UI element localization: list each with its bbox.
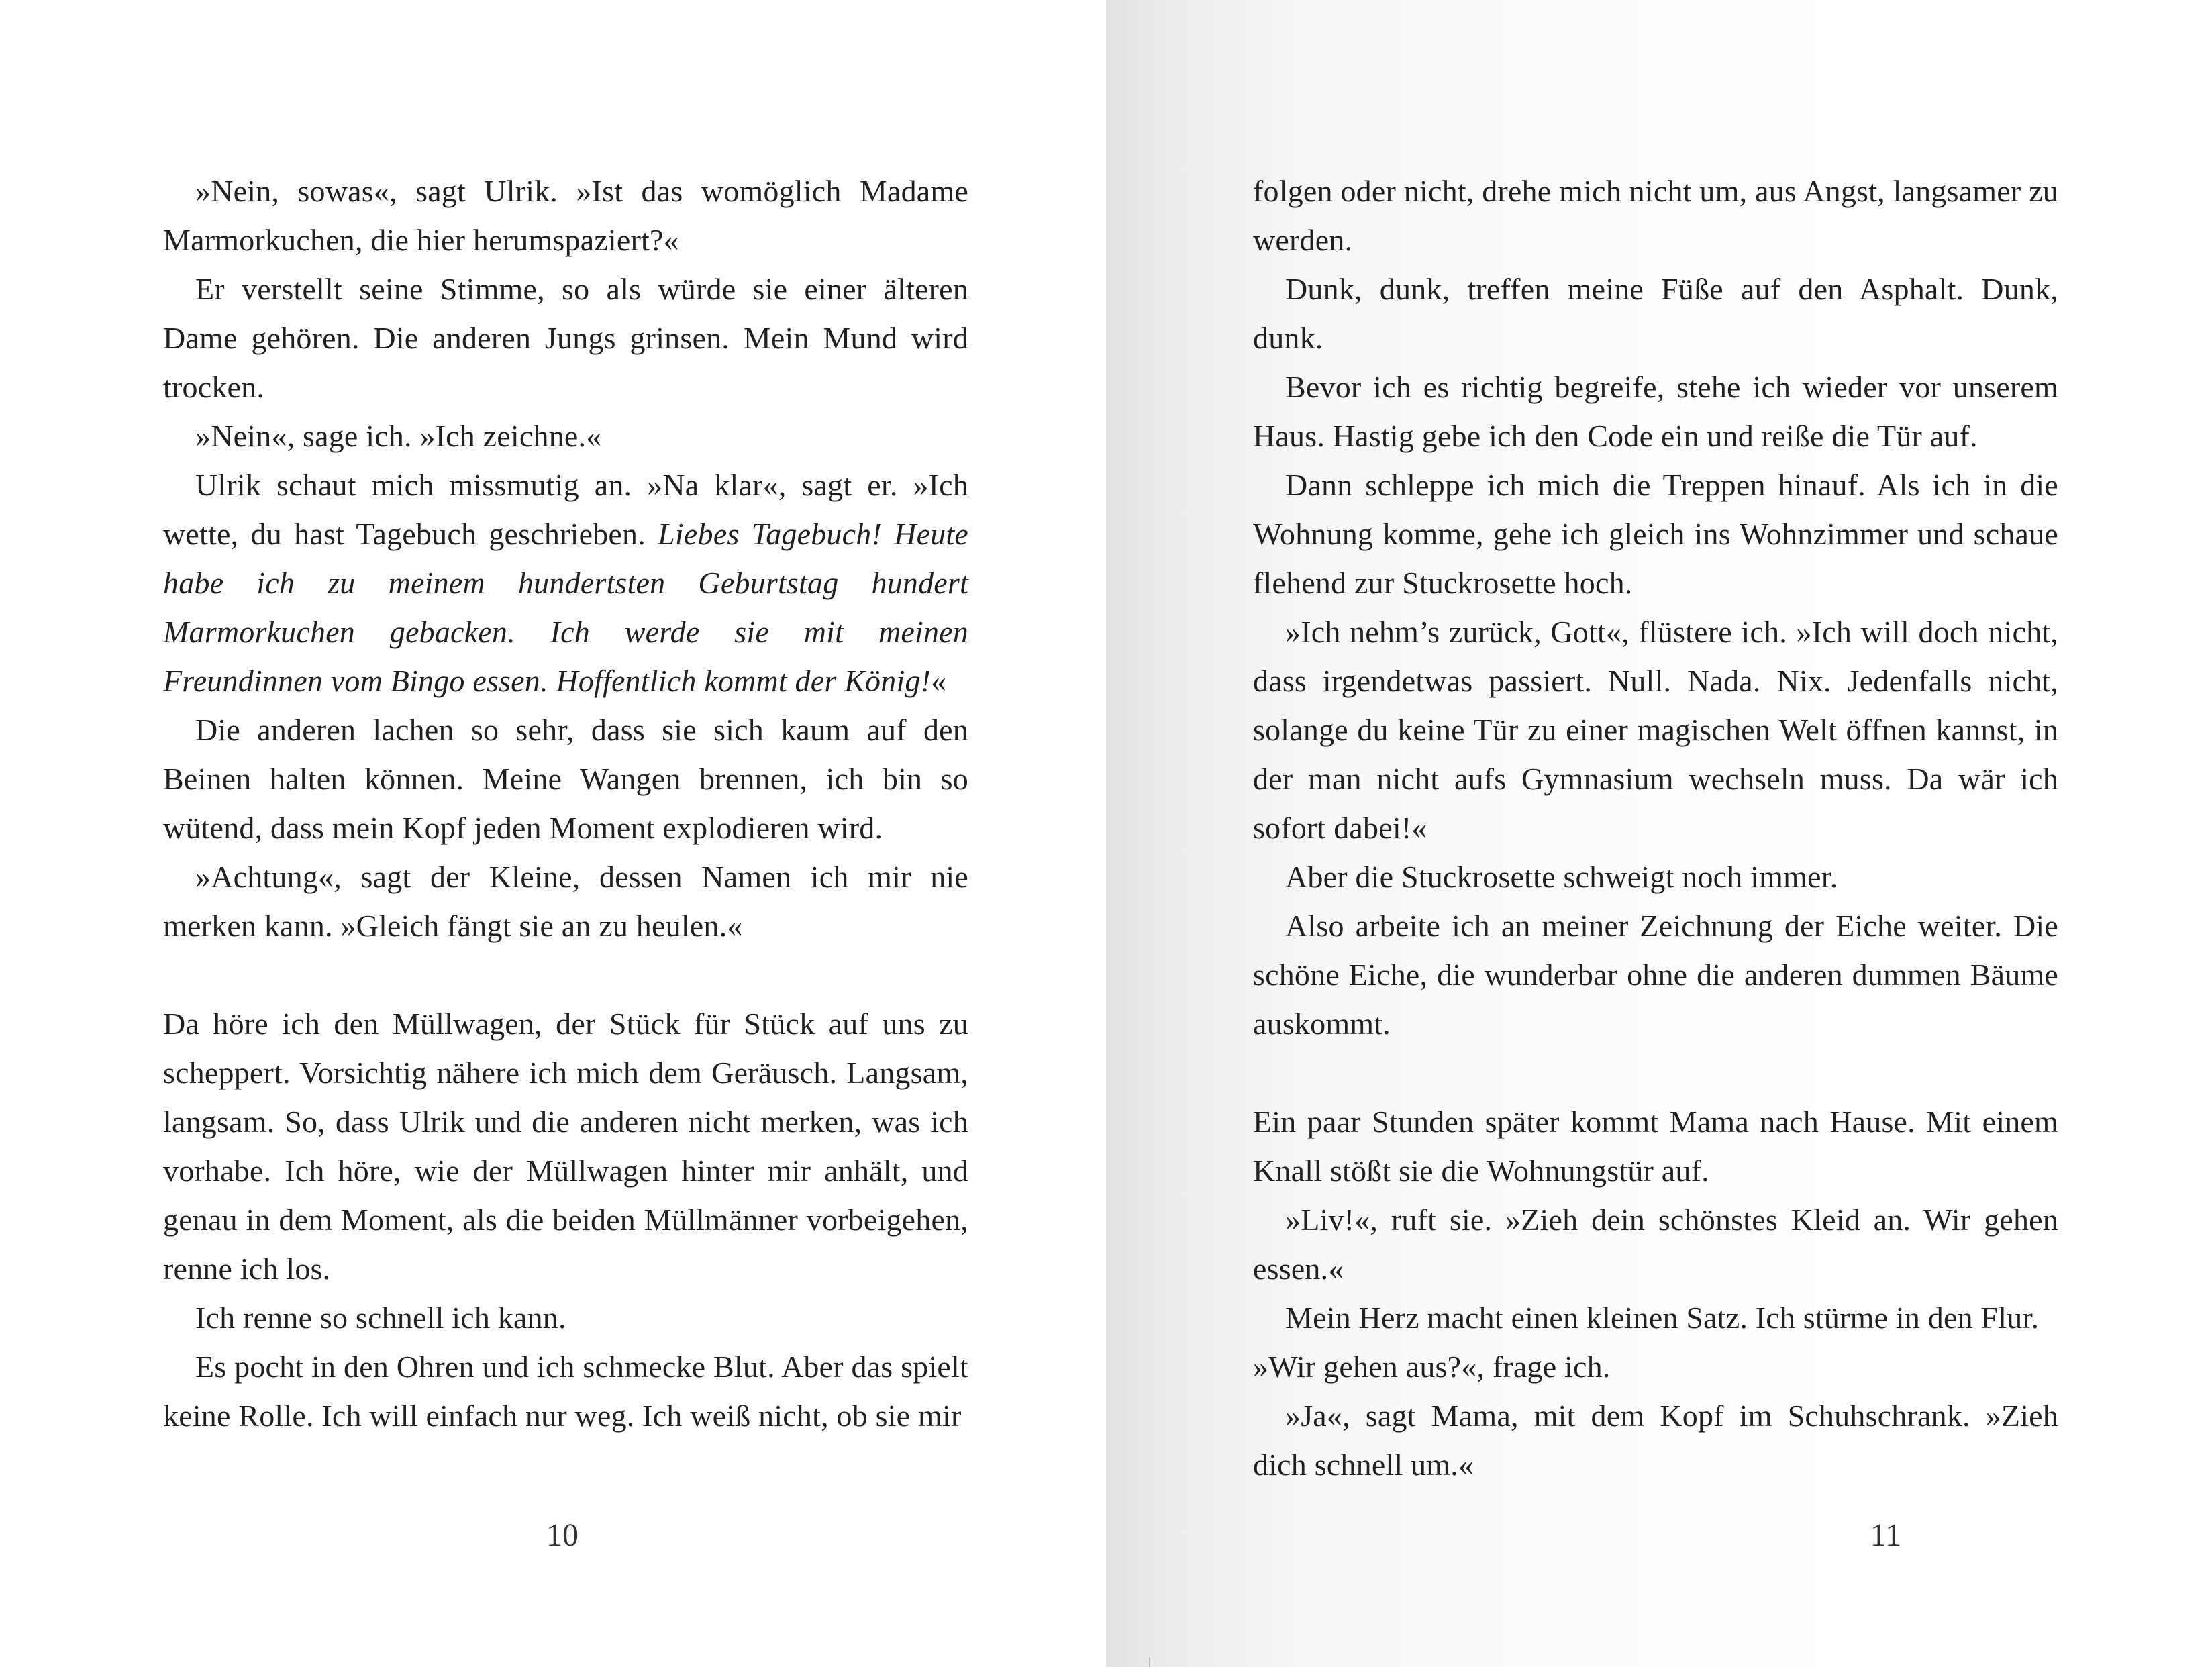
text-segment: »Nein, sowas«, sagt Ulrik. »Ist das womöglich Madame Marmorkuchen, die hier herumspaziert?« <box>163 174 968 257</box>
paragraph <box>163 264 968 411</box>
text-segment: »Ja«, sagt Mama, mit dem Kopf im Schuhschrank. »Zieh dich schnell um.« <box>1253 1399 2058 1482</box>
paragraph <box>1253 852 2058 901</box>
text-segment: Ein paar Stunden später kommt Mama nach Hause. Mit einem Knall stößt sie die Wohnungstür auf. <box>1253 1105 2058 1188</box>
paragraph <box>1253 460 2058 607</box>
text-segment: Da höre ich den Müllwagen, der Stück für Stück auf uns zu scheppert. Vorsichtig nähere ich mich dem Geräusch. Langsam, langsam. So, dass Ulrik und die anderen nicht merken, was ich vorhabe. Ich höre, wie der Müllwagen hinter mir anhält, und genau in dem Moment, als die beiden Müllmänner vorbeigehen, renne ich los. <box>163 1007 968 1286</box>
text-segment: « <box>931 664 947 698</box>
right-page <box>1106 0 2212 1667</box>
text-segment: »Liv!«, ruft sie. »Zieh dein schönstes Kleid an. Wir gehen essen.« <box>1253 1203 2058 1286</box>
text-segment: folgen oder nicht, drehe mich nicht um, aus Angst, langsamer zu werden. <box>1253 174 2058 257</box>
text-segment: »Nein«, sage ich. »Ich zeichne.« <box>195 419 602 453</box>
right-page-number: 11 <box>1870 1517 1902 1553</box>
paragraph <box>163 999 968 1293</box>
paragraph <box>163 166 968 264</box>
paragraph <box>163 1342 968 1440</box>
paragraph <box>163 460 968 705</box>
text-segment: Bevor ich es richtig begreife, stehe ich wieder vor unserem Haus. Hastig gebe ich den Code ein und reiße die Tür auf. <box>1253 370 2058 453</box>
paragraph <box>163 1293 968 1342</box>
paragraph <box>163 852 968 950</box>
left-page-text <box>163 166 968 1440</box>
text-segment: Mein Herz macht einen kleinen Satz. Ich stürme in den Flur. <box>1285 1301 2040 1335</box>
paragraph <box>1253 1342 2058 1391</box>
text-segment: Ulrik schaut mich missmutig an. »Na klar«, sagt er. »Ich wette, du hast Tagebuch geschrieben. <box>163 468 968 551</box>
paragraph <box>163 411 968 460</box>
paragraph <box>1253 901 2058 1048</box>
text-segment: »Ich nehm’s zurück, Gott«, flüstere ich. »Ich will doch nicht, dass irgendetwas passiert. Null. Nada. Nix. Jedenfalls nicht, solange du keine Tür zu einer magischen Welt öffnen kannst, in der man nicht aufs Gymnasium wechseln muss. Da wär ich sofort dabei!« <box>1253 615 2058 845</box>
text-segment: Ich renne so schnell ich kann. <box>195 1301 566 1335</box>
text-segment: Dann schleppe ich mich die Treppen hinauf. Als ich in die Wohnung komme, gehe ich gleich ins Wohnzimmer und schaue flehend zur Stuckrosette hoch. <box>1253 468 2058 600</box>
paragraph <box>1253 362 2058 460</box>
left-page-number: 10 <box>546 1517 579 1553</box>
paragraph <box>1253 1293 2058 1342</box>
text-segment: Die anderen lachen so sehr, dass sie sich kaum auf den Beinen halten können. Meine Wangen brennen, ich bin so wütend, dass mein Kopf jeden Moment explodieren wird. <box>163 713 968 845</box>
italic-text-segment: Liebes Tagebuch! Heute habe ich zu meinem hundertsten Geburtstag hundert Marmorkuchen gebacken. Ich werde sie mit meinen Freundinnen vom Bingo essen. Hoffentlich kommt der König! <box>163 517 968 698</box>
right-page-text <box>1253 166 2058 1489</box>
text-segment: Es pocht in den Ohren und ich schmecke Blut. Aber das spielt keine Rolle. Ich will einfach nur weg. Ich weiß nicht, ob sie mir <box>163 1350 968 1433</box>
text-segment: Also arbeite ich an meiner Zeichnung der Eiche weiter. Die schöne Eiche, die wunderbar ohne die anderen dummen Bäume auskommt. <box>1253 909 2058 1041</box>
paragraph <box>1253 1097 2058 1195</box>
paragraph <box>163 705 968 852</box>
text-segment: Er verstellt seine Stimme, so als würde sie einer älteren Dame gehören. Die anderen Jungs grinsen. Mein Mund wird trocken. <box>163 272 968 404</box>
text-segment: »Wir gehen aus?«, frage ich. <box>1253 1350 1611 1384</box>
paragraph <box>1253 1391 2058 1489</box>
paragraph <box>1253 607 2058 852</box>
paragraph <box>1253 1195 2058 1293</box>
paragraph <box>1253 264 2058 362</box>
page-edge-mark <box>1149 1658 1150 1667</box>
paragraph <box>1253 166 2058 264</box>
text-segment: Dunk, dunk, treffen meine Füße auf den Asphalt. Dunk, dunk. <box>1253 272 2058 355</box>
text-segment: »Achtung«, sagt der Kleine, dessen Namen ich mir nie merken kann. »Gleich fängt sie an zu heulen.« <box>163 860 968 943</box>
text-segment: Aber die Stuckrosette schweigt noch immer. <box>1285 860 1838 894</box>
